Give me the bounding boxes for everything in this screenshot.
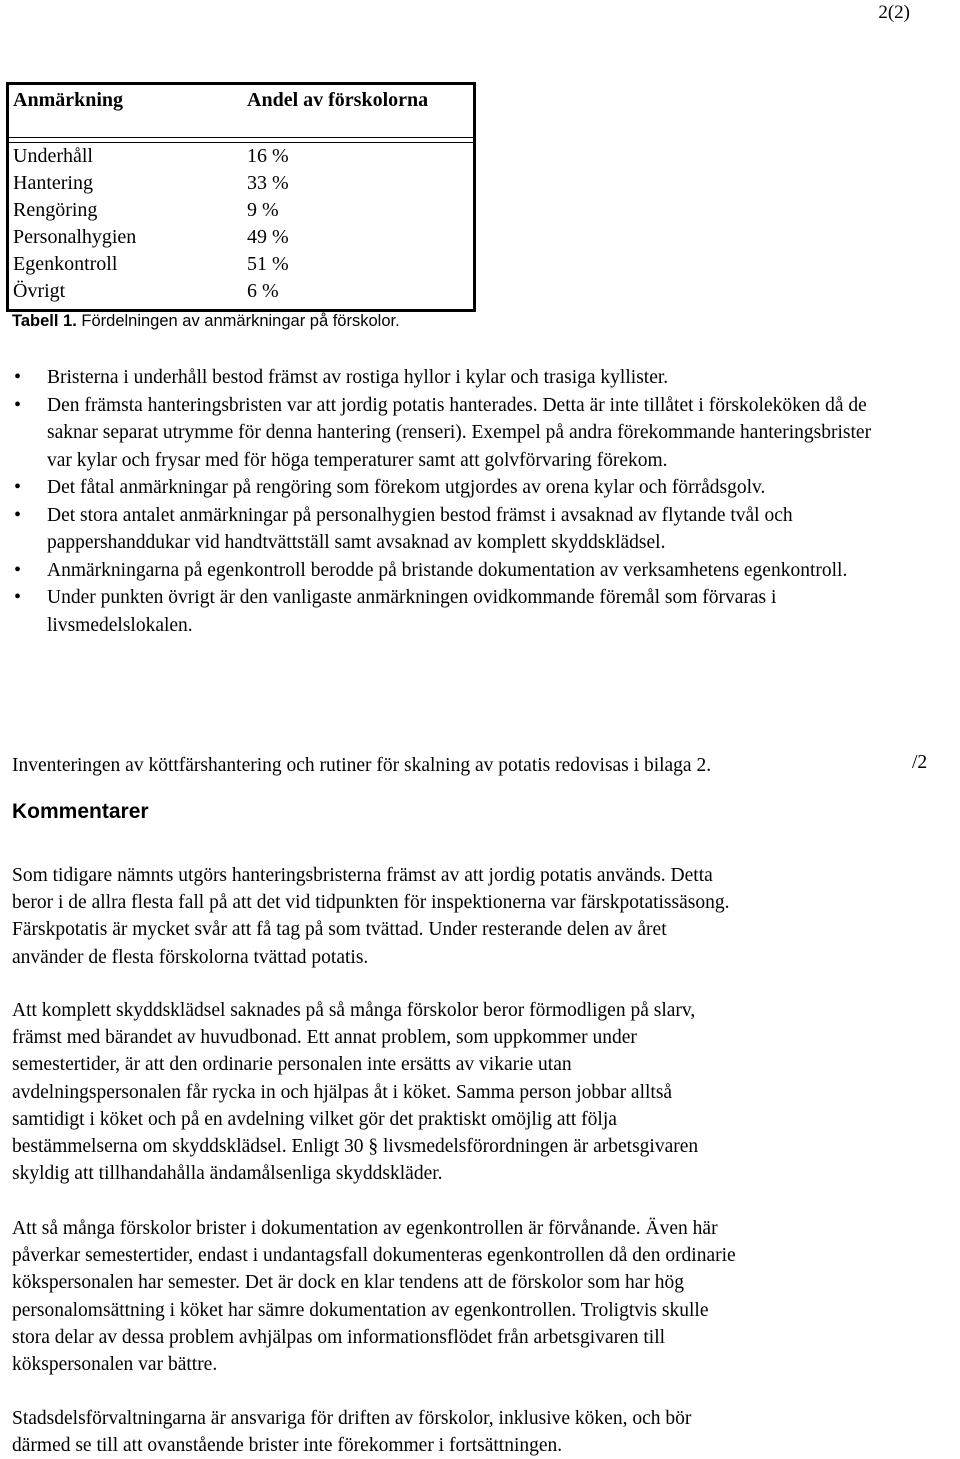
text-line: främst med bärandet av huvudbonad. Ett annat problem, som uppkommer under bbox=[12, 1027, 637, 1049]
paragraph bbox=[12, 1215, 912, 1378]
row-value: 49 % bbox=[247, 226, 289, 248]
remarks-bullet-list bbox=[0, 364, 900, 639]
table-caption bbox=[12, 312, 400, 331]
list-item bbox=[0, 392, 900, 475]
text-line: använder de flesta förskolorna tvättad potatis. bbox=[12, 946, 369, 968]
row-name: Egenkontroll bbox=[13, 253, 118, 275]
text-line: skyldig att tillhandahålla ändamålsenliga skyddskläder. bbox=[12, 1163, 443, 1185]
row-value: 51 % bbox=[247, 253, 289, 275]
bullet-text: Under punkten övrigt är den vanligaste anmärkningen ovidkommande föremål som förvaras i livsmedelslokalen. bbox=[47, 587, 777, 636]
text-line: beror i de allra flesta fall på att det vid tidpunkten för inspektionerna var färskpotatissäsong. bbox=[12, 892, 730, 914]
table-row bbox=[9, 197, 473, 224]
row-name: Övrigt bbox=[13, 280, 66, 302]
row-value: 9 % bbox=[247, 199, 279, 221]
row-name: Rengöring bbox=[13, 199, 98, 221]
column-header-remark: Anmärkning bbox=[13, 89, 124, 111]
list-item bbox=[0, 557, 900, 585]
text-line: Stadsdelsförvaltningarna är ansvariga för driften av förskolor, inklusive köken, och bör bbox=[12, 1408, 692, 1429]
page-number: 2(2) bbox=[878, 2, 910, 23]
bullet-icon: • bbox=[14, 558, 22, 581]
text-line: kökspersonalen har semester. Det är dock en klar tendens att de förskolor som har hög bbox=[12, 1272, 685, 1294]
table-row bbox=[9, 170, 473, 197]
list-item bbox=[0, 502, 900, 557]
column-header-share: Andel av förskolorna bbox=[247, 89, 429, 111]
table-row bbox=[9, 224, 473, 251]
text-line: därmed se till att ovanstående brister inte förekommer i fortsättningen. bbox=[12, 1435, 563, 1457]
table-row bbox=[9, 278, 473, 305]
row-name: Personalhygien bbox=[13, 226, 137, 248]
bullet-icon: • bbox=[14, 366, 22, 388]
page-continuation-marker: /2 bbox=[912, 752, 928, 773]
row-value: 33 % bbox=[247, 172, 289, 194]
bullet-text: Den främsta hanteringsbristen var att jordig potatis hanterades. Detta är inte tillåtet i förskoleköken då de saknar separat utrymme för denna hantering (renseri). Exempel på andra förekommande hanteringsbrister var kylar och frysar med för höga temperaturer samt att golvförvaring förekom. bbox=[47, 394, 872, 471]
text-line: Som tidigare nämnts utgörs hanteringsbristerna främst av att jordig potatis används. Detta bbox=[12, 865, 713, 886]
text-line: Färskpotatis är mycket svår att få tag på som tvättad. Under resterande delen av året bbox=[12, 919, 667, 941]
text-line: semestertider, är att den ordinarie personalen inte ersätts av vikarie utan bbox=[12, 1054, 572, 1076]
table-header bbox=[9, 85, 473, 139]
remarks-table bbox=[6, 82, 476, 312]
inventory-note: Inventeringen av köttfärshantering och rutiner för skalning av potatis redovisas i bilaga 2. bbox=[12, 755, 712, 776]
bullet-icon: • bbox=[14, 476, 22, 498]
text-line: Att komplett skyddsklädsel saknades på så många förskolor beror förmodligen på slarv, bbox=[12, 1000, 696, 1021]
text-line: avdelningspersonalen får rycka in och hjälpas åt i köket. Samma person jobbar alltså bbox=[12, 1081, 673, 1103]
section-heading: Kommentarer bbox=[12, 800, 149, 823]
paragraph bbox=[12, 1405, 912, 1459]
text-line: samtidigt i köket och på en avdelning vilket gör det praktiskt omöjlig att följa bbox=[12, 1108, 617, 1130]
text-line: Att så många förskolor brister i dokumentation av egenkontrollen är förvånande. Även här bbox=[12, 1218, 718, 1239]
caption-label: Tabell 1. bbox=[12, 312, 77, 330]
paragraph bbox=[12, 997, 912, 1187]
bullet-text: Det stora antalet anmärkningar på personalhygien bestod främst i avsaknad av flytande tvål och pappershanddukar vid handtvättställ samt avsaknad av komplett skyddsklädsel. bbox=[47, 504, 793, 553]
text-line: bestämmelserna om skyddsklädsel. Enligt 30 § livsmedelsförordningen är arbetsgivaren bbox=[12, 1136, 699, 1158]
bullet-icon: • bbox=[14, 503, 22, 526]
paragraph bbox=[12, 862, 912, 971]
row-name: Hantering bbox=[13, 172, 93, 194]
bullet-text: Anmärkningarna på egenkontroll berodde på bristande dokumentation av verksamhetens egenkontroll. bbox=[47, 559, 848, 581]
bullet-text: Det fåtal anmärkningar på rengöring som förekom utgjordes av orena kylar och förrådsgolv. bbox=[47, 477, 766, 498]
table-row bbox=[9, 251, 473, 278]
row-value: 16 % bbox=[247, 145, 289, 167]
list-item bbox=[0, 474, 900, 502]
caption-text: Fördelningen av anmärkningar på förskolor. bbox=[76, 312, 400, 330]
bullet-icon: • bbox=[14, 393, 22, 416]
text-line: kökspersonalen var bättre. bbox=[12, 1354, 218, 1376]
text-line: stora delar av dessa problem avhjälpas om informationsflödet från arbetsgivaren till bbox=[12, 1326, 666, 1348]
header-divider bbox=[9, 137, 473, 138]
bullet-text: Bristerna i underhåll bestod främst av rostiga hyllor i kylar och trasiga kyllister. bbox=[47, 367, 669, 388]
list-item bbox=[0, 364, 900, 392]
bullet-icon: • bbox=[14, 586, 22, 608]
text-line: personalomsättning i köket har sämre dokumentation av egenkontrollen. Troligtvis skulle bbox=[12, 1299, 709, 1321]
text-line: påverkar semestertider, endast i undantagsfall dokumenteras egenkontrollen då den ordinarie bbox=[12, 1245, 736, 1267]
row-value: 6 % bbox=[247, 280, 279, 302]
list-item bbox=[0, 584, 900, 639]
row-name: Underhåll bbox=[13, 145, 93, 167]
table-row bbox=[9, 143, 473, 170]
